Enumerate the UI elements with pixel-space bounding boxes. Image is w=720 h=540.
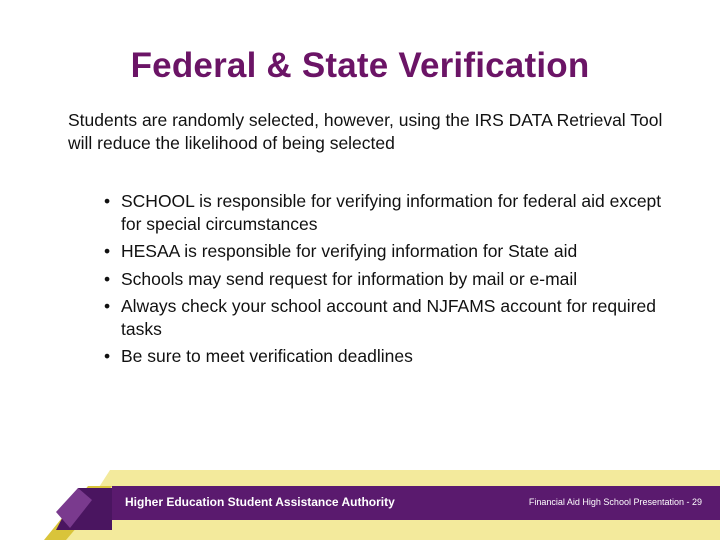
bullet-text: Be sure to meet verification deadlines bbox=[121, 346, 413, 366]
bullet-dot-icon: • bbox=[104, 241, 111, 261]
bullet-text: Schools may send request for information by mail or e-mail bbox=[121, 268, 578, 289]
list-item bbox=[104, 295, 674, 340]
slide-title: Federal & State Verification bbox=[130, 46, 590, 85]
bullet-text: Always check your school account and NJFAMS account for required tasks bbox=[121, 296, 656, 339]
intro-paragraph: Students are randomly selected, however, using the IRS DATA Retrieval Tool will reduce the likelihood of being selected bbox=[68, 110, 663, 153]
bullet-list bbox=[104, 190, 674, 373]
footer-organization: Higher Education Student Assistance Authority bbox=[125, 495, 395, 509]
bullet-dot-icon: • bbox=[104, 346, 111, 366]
bullet-text: SCHOOL is responsible for verifying information for federal aid except for special circumstances bbox=[121, 191, 662, 234]
list-item bbox=[104, 268, 674, 291]
bullet-dot-icon: • bbox=[104, 268, 111, 289]
footer-page-label: Financial Aid High School Presentation - 29 bbox=[528, 497, 702, 507]
list-item bbox=[104, 345, 674, 368]
bullet-dot-icon: • bbox=[104, 191, 111, 211]
bullet-text: HESAA is responsible for verifying information for State aid bbox=[121, 241, 578, 261]
list-item bbox=[104, 190, 674, 235]
bullet-dot-icon: • bbox=[104, 296, 111, 316]
list-item bbox=[104, 240, 674, 263]
